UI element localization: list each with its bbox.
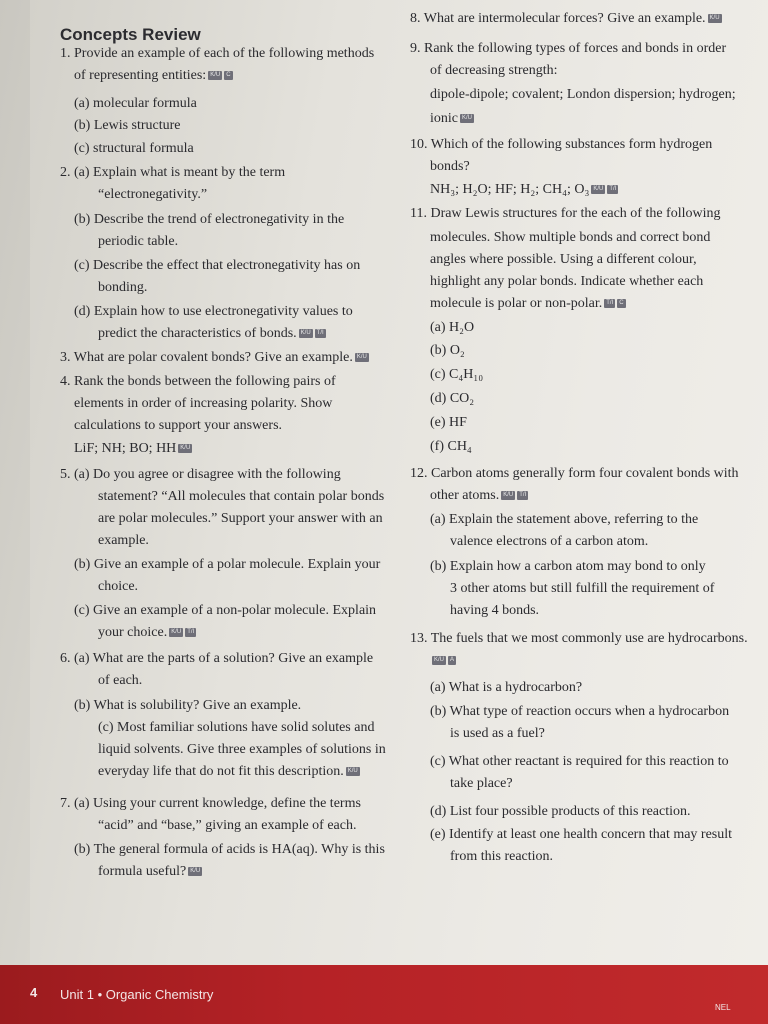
skill-badge: A	[450, 657, 455, 664]
right-line	[430, 110, 474, 128]
skill-badge: T/I	[606, 300, 614, 307]
question-text: 6. (a) What are the parts of a solution? Give an example	[60, 651, 374, 666]
question-text: NH₃; H₂O; HF; H₂; CH₄; O₃	[430, 182, 590, 197]
skill-badge: K/U	[180, 445, 191, 452]
question-text: (d) Explain how to use electronegativity values to	[74, 304, 353, 319]
skill-badge: C	[619, 300, 624, 307]
question-text: 2. (a) Explain what is meant by the term	[60, 165, 286, 180]
right-line	[430, 652, 456, 670]
question-text: angles where possible. Using a different colour,	[430, 252, 697, 267]
question-text: 12. Carbon atoms generally form four covalent bonds with	[410, 466, 739, 481]
left-line	[60, 373, 336, 391]
skill-badge: K/U	[190, 868, 201, 875]
question-text: 10. Which of the following substances form hydrogen	[410, 137, 713, 152]
left-line	[60, 795, 361, 813]
right-line	[430, 753, 729, 771]
right-line	[450, 725, 545, 743]
right-line	[430, 826, 732, 844]
question-text: elements in order of increasing polarity. Show	[74, 396, 333, 411]
right-line	[410, 630, 748, 648]
question-text: (d) CO₂	[430, 391, 475, 406]
skill-badge: K/U	[709, 15, 720, 22]
skill-badge: K/U	[300, 330, 311, 337]
left-line	[98, 624, 196, 642]
page-footer	[0, 965, 768, 1024]
left-line	[74, 303, 353, 321]
question-text: 3. What are polar covalent bonds? Give an example.	[60, 350, 353, 365]
question-text: highlight any polar bonds. Indicate whether each	[430, 274, 704, 289]
right-line	[410, 40, 726, 58]
question-text: (c) structural formula	[74, 141, 194, 156]
question-text: 5. (a) Do you agree or disagree with the following	[60, 467, 341, 482]
question-text: (a) What is a hydrocarbon?	[430, 680, 583, 695]
question-text: 9. Rank the following types of forces and bonds in order	[410, 41, 727, 56]
right-line	[410, 10, 722, 28]
skill-badge: C	[226, 72, 231, 79]
left-line	[98, 233, 178, 251]
textbook-page	[30, 0, 768, 965]
left-line	[98, 817, 356, 835]
question-text: (b) Give an example of a polar molecule. Explain your	[74, 557, 381, 572]
right-line	[430, 229, 710, 247]
right-line	[450, 580, 714, 598]
left-line	[98, 672, 142, 690]
right-line	[430, 319, 474, 337]
question-text: ionic	[430, 111, 458, 126]
right-line	[410, 465, 739, 483]
question-text: (c) C₄H₁₀	[430, 367, 484, 382]
right-line	[430, 181, 618, 199]
skill-badge: K/U	[434, 657, 445, 664]
right-line	[450, 848, 553, 866]
left-line	[74, 95, 197, 113]
left-line	[74, 117, 181, 135]
left-line	[74, 67, 233, 85]
question-text: of decreasing strength:	[430, 63, 558, 78]
skill-badge: K/U	[462, 115, 473, 122]
right-line	[430, 487, 528, 505]
question-text: (b) Explain how a carbon atom may bond to only	[430, 559, 706, 574]
question-text: 4. Rank the bonds between the following pairs of	[60, 374, 336, 389]
question-text: valence electrons of a carbon atom.	[450, 534, 649, 549]
question-text: (f) CH₄	[430, 439, 472, 454]
question-text: of representing entities:	[74, 68, 207, 83]
left-line	[98, 863, 202, 881]
left-line	[98, 510, 383, 528]
left-line	[60, 349, 369, 367]
publisher-mark: NEL	[715, 1003, 731, 1012]
question-text: formula useful?	[98, 864, 187, 879]
question-text: predict the characteristics of bonds.	[98, 326, 297, 341]
left-line	[98, 532, 149, 550]
question-text: statement? “All molecules that contain polar bonds	[98, 489, 385, 504]
skill-badge: K/U	[347, 768, 358, 775]
left-line	[74, 257, 360, 275]
skill-badge: T/I	[609, 186, 617, 193]
left-line	[60, 650, 373, 668]
question-text: other atoms.	[430, 488, 500, 503]
left-line	[98, 186, 207, 204]
right-line	[430, 390, 474, 408]
left-line	[98, 578, 138, 596]
question-text: molecule is polar or non-polar.	[430, 296, 603, 311]
skill-badge: K/U	[356, 354, 367, 361]
right-line	[430, 366, 483, 384]
question-text: bonds?	[430, 159, 470, 174]
question-text: liquid solvents. Give three examples of solutions in	[98, 742, 386, 757]
left-line	[60, 45, 374, 63]
question-text: dipole-dipole; covalent; London dispersion; hydrogen;	[430, 87, 736, 102]
left-line	[98, 325, 326, 343]
question-text: calculations to support your answers.	[74, 418, 283, 433]
right-line	[430, 295, 626, 313]
left-line	[74, 417, 282, 435]
left-line	[98, 488, 384, 506]
right-line	[430, 511, 698, 529]
question-text: example.	[98, 533, 149, 548]
skill-badge: K/U	[171, 629, 182, 636]
right-line	[430, 679, 582, 697]
question-text: molecules. Show multiple bonds and correct bond	[430, 230, 711, 245]
left-line	[60, 164, 285, 182]
left-line	[74, 395, 332, 413]
question-text: (e) HF	[430, 415, 467, 430]
question-text: (b) The general formula of acids is HA(aq). Why is this	[74, 842, 385, 857]
question-text: (b) Describe the trend of electronegativity in the	[74, 212, 345, 227]
question-text: (b) Lewis structure	[74, 118, 181, 133]
question-text: LiF; NH; BO; HH	[74, 441, 177, 456]
question-text: (b) What type of reaction occurs when a hydrocarbon	[430, 704, 730, 719]
skill-badge: T/I	[316, 330, 324, 337]
question-text: 3 other atoms but still fulfill the requirement of	[450, 581, 715, 596]
right-line	[430, 414, 467, 432]
left-line	[98, 719, 374, 737]
left-line	[60, 466, 341, 484]
question-text: is used as a fuel?	[450, 726, 545, 741]
skill-badge: T/I	[187, 629, 195, 636]
question-text: (c) What other reactant is required for this reaction to	[430, 754, 729, 769]
left-line	[98, 279, 147, 297]
question-text: your choice.	[98, 625, 168, 640]
right-line	[430, 273, 703, 291]
question-text: “acid” and “base,” giving an example of each.	[98, 818, 357, 833]
question-text: choice.	[98, 579, 139, 594]
right-line	[410, 136, 712, 154]
left-line	[74, 211, 344, 229]
question-text: (d) List four possible products of this reaction.	[430, 804, 691, 819]
question-text: having 4 bonds.	[450, 603, 540, 618]
skill-badge: K/U	[210, 72, 221, 79]
left-line	[98, 763, 360, 781]
question-text: 13. The fuels that we most commonly use are hydrocarbons.	[410, 631, 748, 646]
question-text: (e) Identify at least one health concern that may result	[430, 827, 733, 842]
question-text: (c) Most familiar solutions have solid solutes and	[98, 720, 375, 735]
left-line	[74, 841, 385, 859]
skill-badge: K/U	[593, 186, 604, 193]
section-heading: Concepts Review	[60, 25, 201, 44]
question-text: periodic table.	[98, 234, 179, 249]
left-line	[74, 602, 376, 620]
left-line	[74, 140, 194, 158]
question-text: (a) molecular formula	[74, 96, 197, 111]
right-line	[430, 558, 706, 576]
right-line	[450, 602, 539, 620]
question-text: are polar molecules.” Support your answer with an	[98, 511, 383, 526]
question-text: (a) Explain the statement above, referring to the	[430, 512, 699, 527]
question-text: bonding.	[98, 280, 148, 295]
question-text: 1. Provide an example of each of the following methods	[60, 46, 375, 61]
question-text: 11. Draw Lewis structures for the each of the following	[410, 206, 721, 221]
right-line	[450, 533, 648, 551]
skill-badge: K/U	[503, 492, 514, 499]
question-text: 7. (a) Using your current knowledge, define the terms	[60, 796, 361, 811]
question-text: (c) Describe the effect that electronegativity has on	[74, 258, 361, 273]
question-text: everyday life that do not fit this description.	[98, 764, 344, 779]
question-text: take place?	[450, 776, 513, 791]
right-line	[430, 703, 729, 721]
right-line	[450, 775, 513, 793]
question-text: “electronegativity.”	[98, 187, 208, 202]
question-text: (b) What is solubility? Give an example.	[74, 698, 302, 713]
question-text: (a) H₂O	[430, 320, 475, 335]
right-line	[430, 158, 470, 176]
left-line	[98, 741, 386, 759]
right-line	[430, 342, 465, 360]
question-text: from this reaction.	[450, 849, 554, 864]
right-line	[430, 62, 558, 80]
unit-title: Unit 1 • Organic Chemistry	[60, 987, 214, 1002]
question-text: (c) Give an example of a non-polar molecule. Explain	[74, 603, 377, 618]
left-line	[74, 697, 301, 715]
question-text: of each.	[98, 673, 143, 688]
right-line	[430, 86, 736, 104]
right-line	[410, 205, 721, 223]
right-line	[430, 251, 697, 269]
right-line	[430, 803, 691, 821]
page-number: 4	[30, 985, 38, 1000]
left-line	[74, 556, 380, 574]
question-text: (b) O₂	[430, 343, 465, 358]
right-line	[430, 438, 472, 456]
skill-badge: T/I	[519, 492, 527, 499]
question-text: 8. What are intermolecular forces? Give an example.	[410, 11, 706, 26]
left-line	[74, 440, 192, 458]
